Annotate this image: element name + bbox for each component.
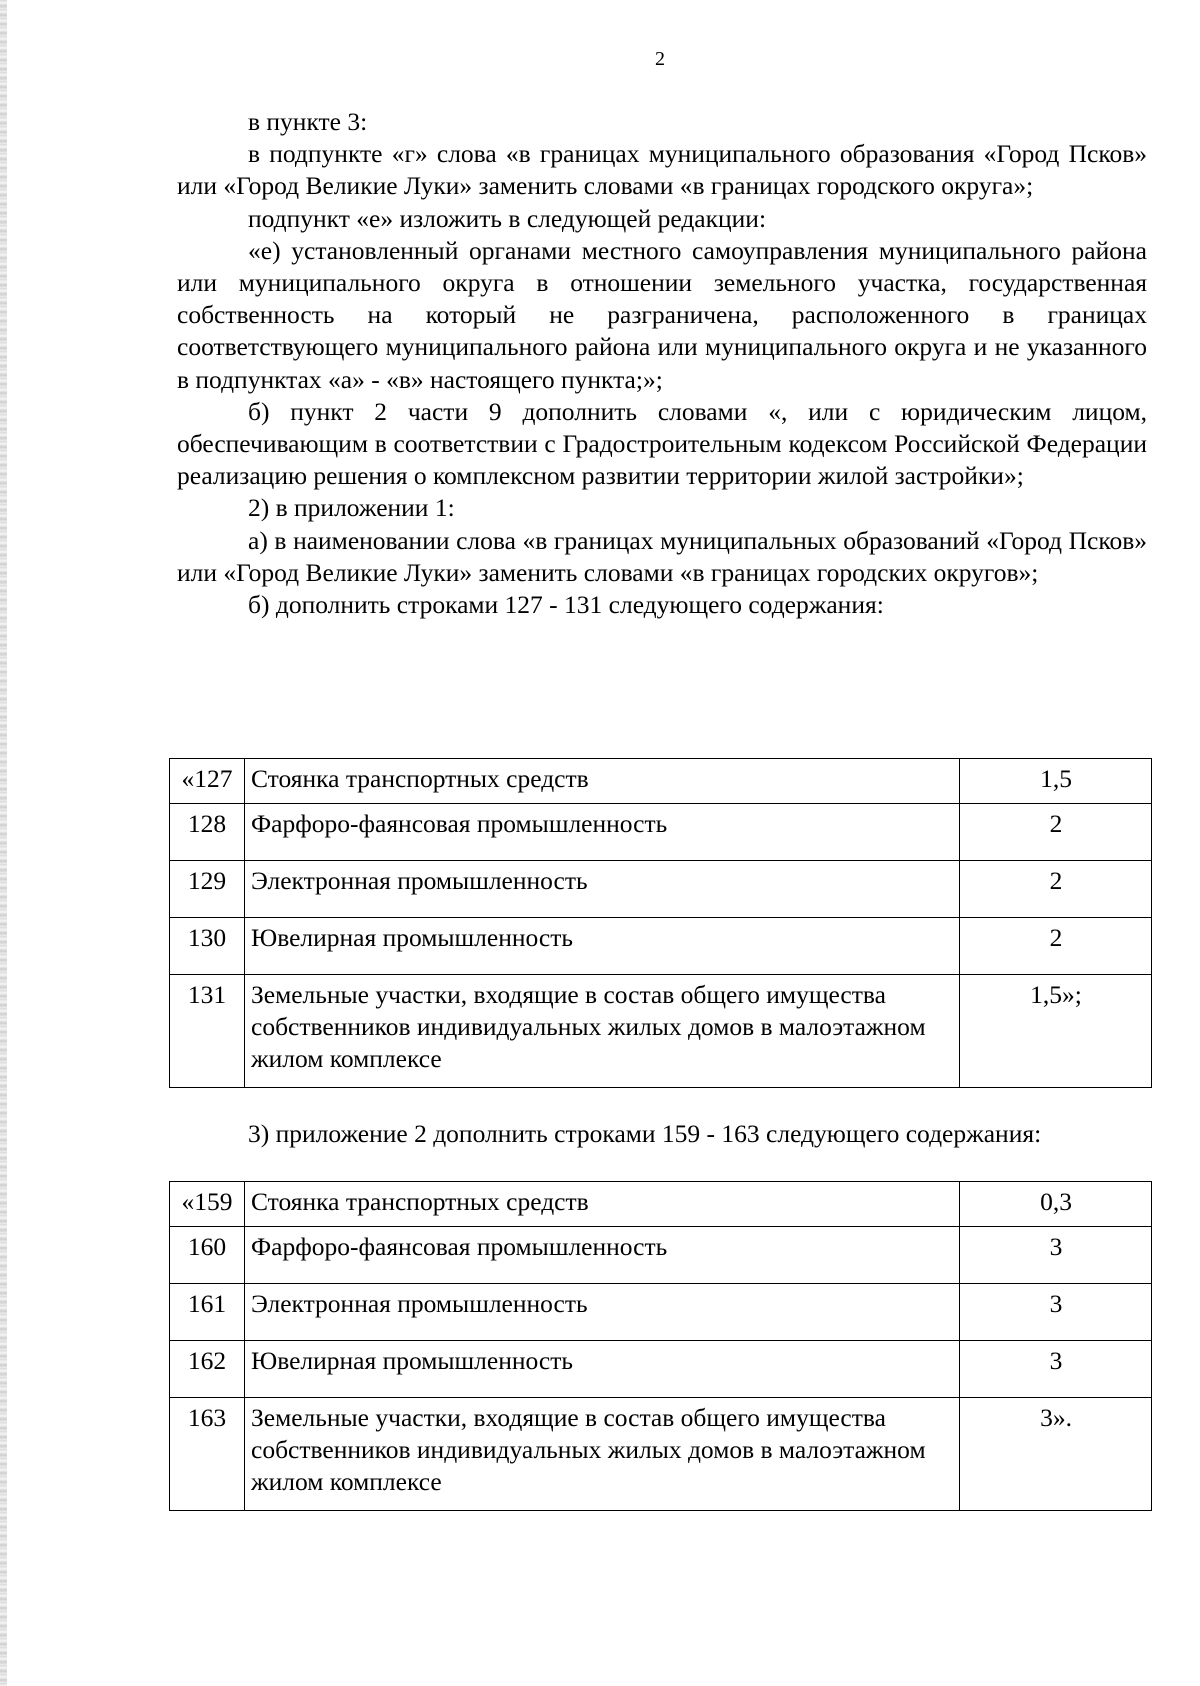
table-row	[170, 759, 1152, 804]
row-name: Земельные участки, входящие в состав общего имущества собственников индивидуальных жилых домов в малоэтажном жилом комплексе	[245, 1398, 960, 1511]
paragraph: подпункт «е» изложить в следующей редакции:	[248, 203, 767, 233]
table-row	[170, 975, 1152, 1088]
table-row	[170, 861, 1152, 918]
row-number: 130	[170, 918, 245, 975]
appendix-2-table	[169, 1181, 1152, 1511]
table-row	[170, 1398, 1152, 1511]
paragraph: «е) установленный органами местного самоуправления муниципального района или муниципального округа в отношении земельного участка, государственная собственность на который не разграничена, расположенного в границах соответствующего муниципального района или муниципального округа и не указанного в подпунктах «а» - «в» настоящего пункта;»;	[177, 235, 1147, 394]
row-name: Электронная промышленность	[245, 1284, 960, 1341]
row-number: 131	[170, 975, 245, 1088]
row-name: Земельные участки, входящие в состав общего имущества собственников индивидуальных жилых домов в малоэтажном жилом комплексе	[245, 975, 960, 1088]
paragraph: 3) приложение 2 дополнить строками 159 - 163 следующего содержания:	[248, 1119, 1042, 1148]
paragraph: в подпункте «г» слова «в границах муниципального образования «Город Псков» или «Город Великие Луки» заменить словами «в границах городского округа»;	[177, 139, 1147, 201]
row-value: 2	[960, 861, 1152, 918]
row-name: Стоянка транспортных средств	[245, 759, 960, 804]
page-number: 2	[655, 48, 665, 70]
paragraph: а) в наименовании слова «в границах муниципальных образований «Город Псков» или «Город Великие Луки» заменить словами «в границах городских округов»;	[177, 525, 1147, 587]
row-number: 129	[170, 861, 245, 918]
row-value: 1,5»;	[960, 975, 1152, 1088]
table-row	[170, 1284, 1152, 1341]
paragraph: б) дополнить строками 127 - 131 следующего содержания:	[248, 590, 884, 620]
row-value: 2	[960, 804, 1152, 861]
row-value: 0,3	[960, 1182, 1152, 1227]
table-row	[170, 918, 1152, 975]
row-number: 161	[170, 1284, 245, 1341]
row-value: 1,5	[960, 759, 1152, 804]
row-value: 3	[960, 1341, 1152, 1398]
row-value: 3	[960, 1227, 1152, 1284]
document-body	[177, 106, 1147, 621]
row-value: 3	[960, 1284, 1152, 1341]
row-number: 160	[170, 1227, 245, 1284]
row-number: 163	[170, 1398, 245, 1511]
row-number: «159	[170, 1182, 245, 1227]
row-value: 3».	[960, 1398, 1152, 1511]
row-name: Ювелирная промышленность	[245, 1341, 960, 1398]
paragraph: б) пункт 2 части 9 дополнить словами «, или с юридическим лицом, обеспечивающим в соответствии с Градостроительным кодексом Российской Федерации реализацию решения о комплексном развитии территории жилой застройки»;	[177, 396, 1147, 491]
row-name: Электронная промышленность	[245, 861, 960, 918]
paragraph: 2) в приложении 1:	[248, 493, 455, 523]
row-number: 128	[170, 804, 245, 861]
table-row	[170, 1182, 1152, 1227]
table-row	[170, 1227, 1152, 1284]
row-number: «127	[170, 759, 245, 804]
paragraph: в пункте 3:	[248, 107, 368, 136]
row-number: 162	[170, 1341, 245, 1398]
appendix-1-table	[169, 758, 1152, 1088]
row-name: Фарфоро-фаянсовая промышленность	[245, 804, 960, 861]
row-name: Фарфоро-фаянсовая промышленность	[245, 1227, 960, 1284]
row-value: 2	[960, 918, 1152, 975]
table-row	[170, 1341, 1152, 1398]
scan-edge	[0, 0, 7, 1686]
row-name: Стоянка транспортных средств	[245, 1182, 960, 1227]
table-row	[170, 804, 1152, 861]
row-name: Ювелирная промышленность	[245, 918, 960, 975]
